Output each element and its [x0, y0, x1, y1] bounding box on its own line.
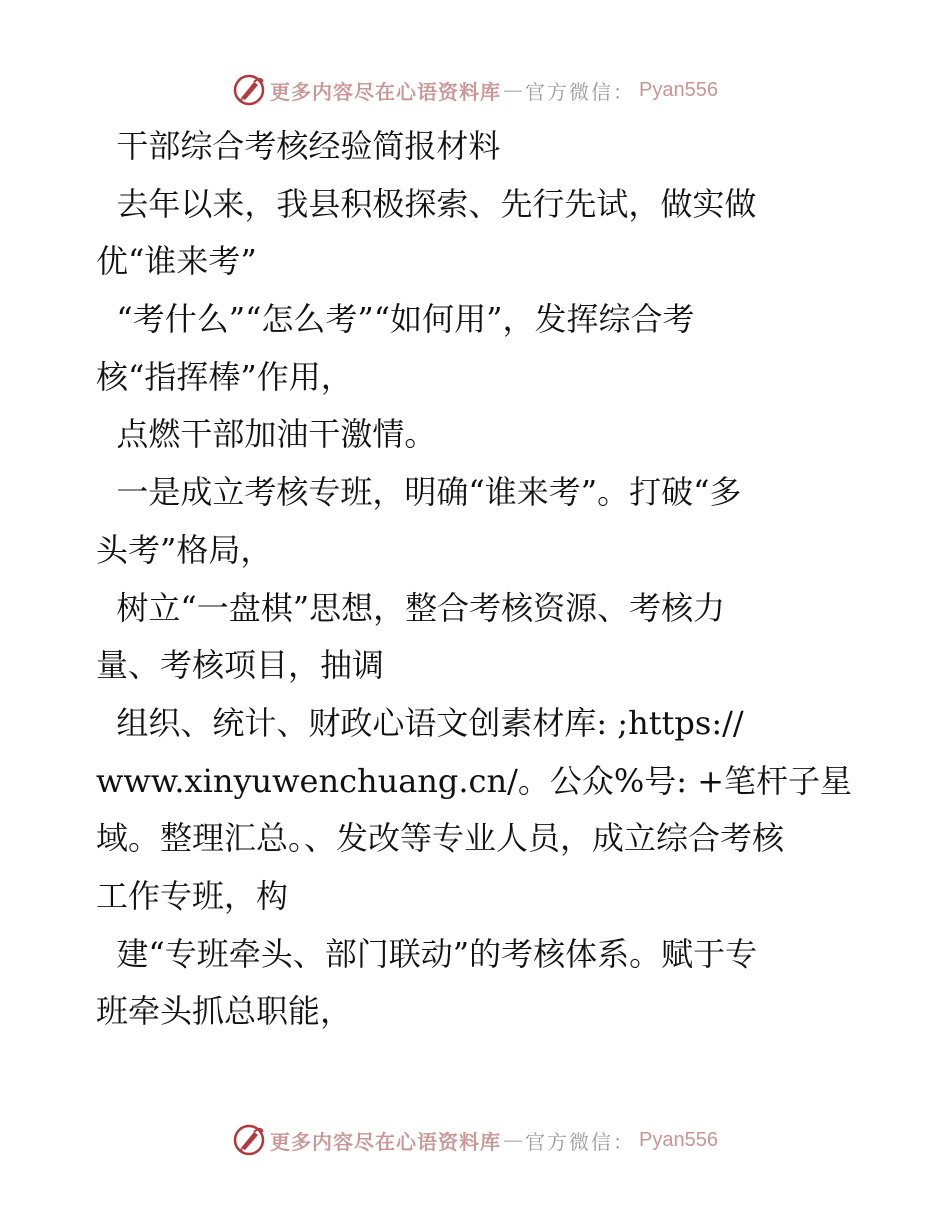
text-line-5: 核“指挥棒”作用， — [96, 357, 353, 396]
text-line-8: 头考”格局， — [96, 530, 273, 569]
text-line-12: www.xinyuwenchuang.cn/。公众%号: +笔杆子星 — [96, 761, 853, 800]
quill-pen-logo-icon — [232, 1123, 266, 1157]
footer-wechat-label: 官方微信： — [525, 1129, 636, 1154]
text-line-2: 去年以来，我县积极探索、先行先试，做实做 — [96, 184, 757, 223]
header-banner-text: 更多内容尽在心语资料库 — [270, 79, 502, 104]
text-line-7: 一是成立考核专班，明确“谁来考”。打破“多 — [96, 473, 742, 512]
header-wechat-label: 官方微信： — [525, 79, 636, 104]
text-line-9: 树立“一盘棋”思想，整合考核资源、考核力 — [96, 588, 726, 627]
footer-watermark-banner — [0, 1120, 950, 1160]
text-line-16: 班牵头抓总职能， — [96, 992, 353, 1031]
footer-banner-dash: — — [503, 1128, 524, 1152]
document-title: 干部综合考核经验简报材料 — [96, 127, 501, 165]
text-line-6: 点燃干部加油干激情。 — [96, 415, 437, 454]
text-line-15: 建“专班牵头、部门联动”的考核体系。赋于专 — [96, 934, 758, 973]
quill-pen-logo-icon — [232, 73, 266, 107]
text-line-3: 优“谁来考” — [96, 242, 257, 281]
text-line-14: 工作专班，构 — [96, 876, 289, 915]
footer-wechat-id: Pyan556 — [639, 1128, 718, 1151]
header-watermark-banner — [0, 70, 950, 110]
text-line-11: 组织、统计、财政心语文创素材库: ;https:// — [96, 703, 744, 742]
footer-banner-text: 更多内容尽在心语资料库 — [270, 1129, 502, 1154]
header-banner-dash: — — [503, 78, 524, 102]
text-line-4: “考什么”“怎么考”“如何用”，发挥综合考 — [96, 300, 695, 339]
header-wechat-id: Pyan556 — [639, 78, 718, 101]
text-line-10: 量、考核项目，抽调 — [96, 646, 385, 685]
document-body — [96, 118, 856, 1041]
text-line-13: 域。整理汇总。、发改等专业人员，成立综合考核 — [96, 819, 785, 858]
